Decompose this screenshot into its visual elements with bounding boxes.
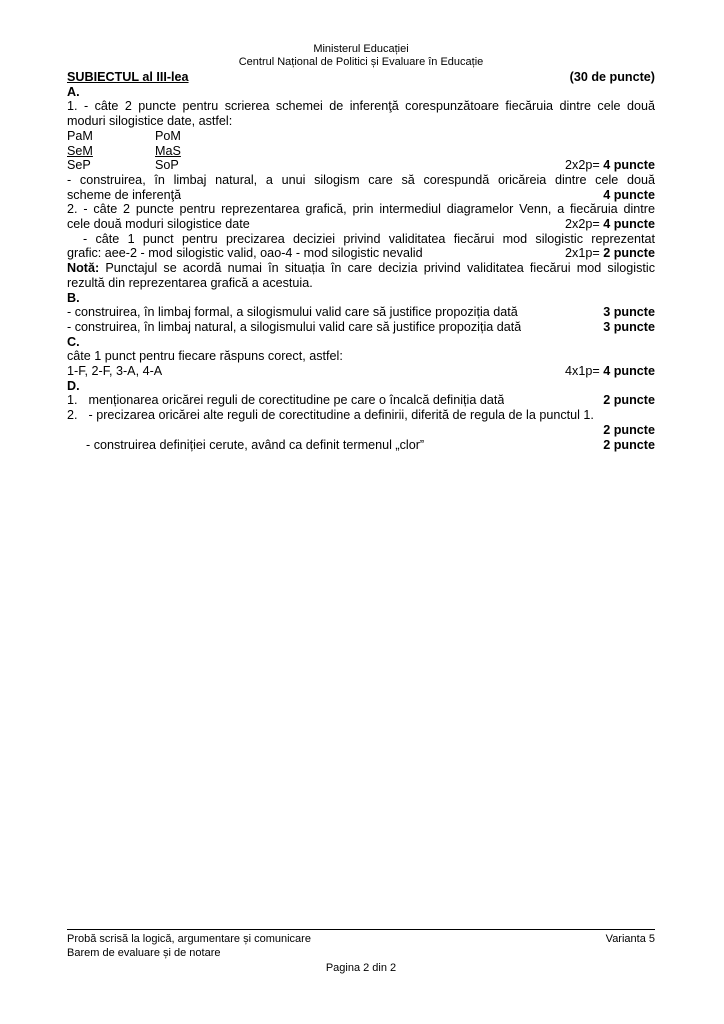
schema-premise-1a: PaM [67,128,93,143]
section-a-item1-line1: 1. - câte 2 puncte pentru scrierea schemei de inferenţă corespunzătoare fiecăruia dintre cele două [67,99,655,114]
section-d-item1-desc: menționarea oricărei reguli de corectitudine pe care o încalcă definiția dată [88,393,505,408]
section-a-item2-line1: 2. - câte 2 puncte pentru reprezentarea grafică, prin intermediul diagramelor Venn, a fiecăruia dintre [67,202,655,217]
page-footer [67,929,655,975]
points-a2 [557,217,655,232]
footer-row-1 [67,932,655,946]
points-b2: 3 puncte [603,319,655,334]
section-d-item2 [67,408,655,423]
points-c [557,364,655,379]
points-a2c-value: 2 puncte [603,246,655,261]
points-a2-prefix: 2x2p= [565,217,600,232]
subject-title: SUBIECTUL al III-lea [67,70,189,84]
schema-row-2 [67,144,655,159]
section-a-note-line1 [67,261,655,276]
note-label: Notă: [67,261,100,276]
section-a-item1c-row [67,188,655,203]
schema-conclusion-a: SeP [67,158,91,173]
ministry-name: Ministerul Educației [313,43,409,55]
section-b-item1-text: - construirea, în limbaj formal, a silogismului valid care să justifice propoziția dată [67,305,518,320]
section-a-note-line2: rezultă din reprezentarea grafică a acestuia. [67,275,313,290]
page-number: Pagina 2 din 2 [325,962,397,974]
center-name: Centrul Național de Politici și Evaluare în Educație [238,55,484,68]
section-d-label: D. [67,378,80,393]
schema-row-1 [67,129,655,144]
section-a-item2-row [67,217,655,232]
footer-variant: Varianta 5 [605,933,655,945]
points-a2c [557,246,655,261]
section-b-label: B. [67,290,80,305]
section-a-item1c-line1: - construirea, în limbaj natural, a unui silogism care să corespundă oricăreia dintre cele două [67,172,655,187]
schema-conclusion-b: SoP [155,158,179,173]
section-d-item1-text [67,393,504,408]
section-d-item1-number: 1. [67,393,78,408]
section-d-item1 [67,393,655,408]
section-d-item2-desc: - precizarea oricărei alte reguli de corectitudine a definirii, diferită de regula de la punctul 1. [88,408,594,423]
points-c-prefix: 4x1p= [565,364,600,379]
section-c-label: C. [67,334,80,349]
points-a1 [557,158,655,173]
section-c-answers: 1-F, 2-F, 3-A, 4-A [67,364,163,379]
section-c-answers-row [67,364,655,379]
schema-premise-1b: PoM [155,128,181,143]
grading-content [67,70,655,452]
section-b-item2-text: - construirea, în limbaj natural, a silogismului valid care să justifice propoziția dată [67,319,522,334]
points-d3: 2 puncte [603,437,655,452]
points-c-value: 4 puncte [603,364,655,379]
schema-conclusions [67,158,243,173]
subject-heading [67,70,655,85]
points-a2-value: 4 puncte [603,217,655,232]
footer-document-type: Barem de evaluare și de notare [67,947,221,959]
footer-exam-name: Probă scrisă la logică, argumentare și comunicare [67,933,311,945]
schema-premise-2a: SeM [67,143,93,158]
section-d-item3-text: - construirea definiției cerute, având ca definit termenul „clor” [86,437,425,452]
points-b1: 3 puncte [603,305,655,320]
page-header [67,43,655,68]
section-a-item1c-line2: scheme de inferenţă [67,187,182,202]
section-c-intro: câte 1 punct pentru fiecare răspuns corect, astfel: [67,349,343,364]
document-page [67,0,655,1024]
section-a-item2c-line1: - câte 1 punct pentru precizarea deciziei privind validitatea fiecărui mod silogistic reprezentat [83,231,655,246]
schema-premise-2b: MaS [155,143,181,158]
points-a1c: 4 puncte [603,187,655,202]
section-a-label: A. [67,84,80,99]
section-d-item2-number: 2. [67,408,78,423]
points-a2c-prefix: 2x1p= [565,246,600,261]
subject-points: (30 de puncte) [569,70,655,84]
section-b-item2 [67,320,655,335]
points-a1-value: 4 puncte [603,158,655,173]
section-d-item3 [67,438,655,453]
schema-row-3 [67,158,655,173]
points-d2: 2 puncte [603,422,655,437]
section-a-item2-line2: cele două moduri silogistice date [67,217,250,232]
section-a-item2c-line2: grafic: aee-2 - mod silogistic valid, oao-4 - mod silogistic nevalid [67,246,423,261]
note-text: Punctajul se acordă numai în situația în care decizia privind validitatea fiecărui mod silogistic [99,261,655,276]
section-a-item1-line2: moduri silogistice date, astfel: [67,114,233,129]
points-d1: 2 puncte [603,393,655,408]
section-b-item1 [67,305,655,320]
section-a-item2c-row [67,246,655,261]
points-a1-prefix: 2x2p= [565,158,600,173]
